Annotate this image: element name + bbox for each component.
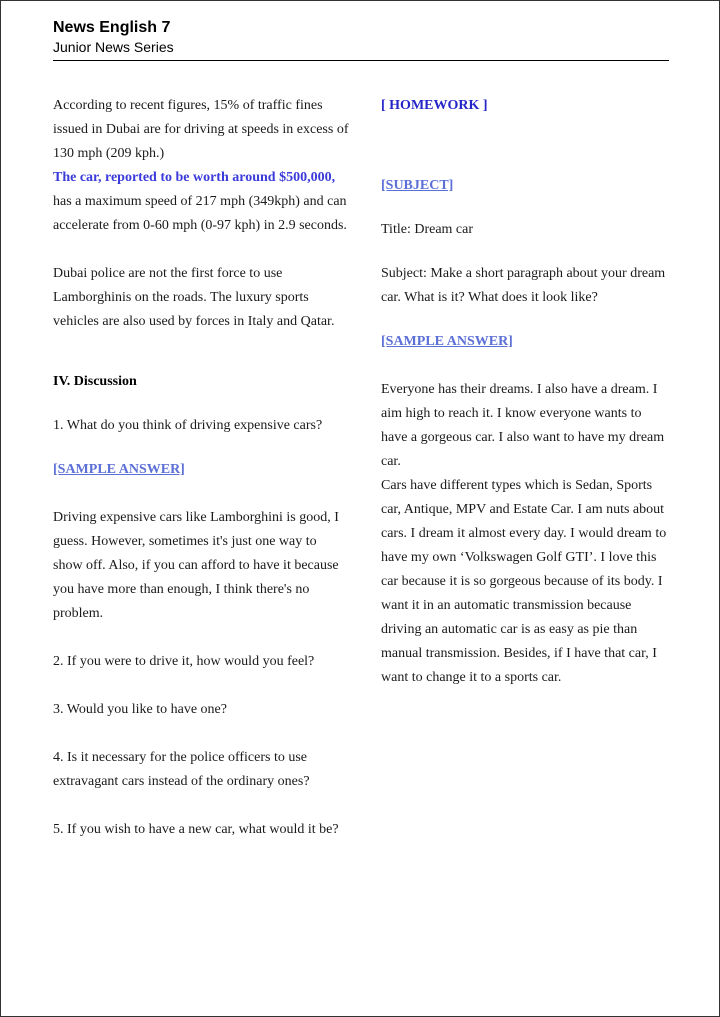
header-title: News English 7: [53, 19, 171, 36]
subject-link[interactable]: [SUBJECT]: [381, 178, 454, 193]
question-1: 1. What do you think of driving expensive cars?: [53, 418, 323, 433]
header-subtitle: Junior News Series: [53, 39, 174, 55]
header-divider: [53, 60, 669, 61]
question-4: 4. Is it necessary for the police officers to use extravagant cars instead of the ordinary ones?: [53, 750, 310, 789]
answer-1: Driving expensive cars like Lamborghini is good, I guess. However, sometimes it's just one way to show off. Also, if you can afford to have it because you have more than enough, I think there's no problem.: [53, 510, 339, 621]
right-column: [381, 94, 671, 690]
discussion-heading: IV. Discussion: [53, 374, 137, 389]
highlighted-text: The car, reported to be worth around $500,000,: [53, 170, 336, 185]
left-column: [53, 94, 349, 842]
sample-answer-link-left[interactable]: [SAMPLE ANSWER]: [53, 462, 185, 477]
paragraph-2-rest: has a maximum speed of 217 mph (349kph) and can accelerate from 0-60 mph (0-97 kph) in 2.9 seconds.: [53, 194, 347, 233]
article-paragraph-3: Dubai police are not the first force to use Lamborghinis on the roads. The luxury sports vehicles are also used by forces in Italy and Qatar.: [53, 266, 335, 329]
article-paragraph-1: According to recent figures, 15% of traffic fines issued in Dubai are for driving at speeds in excess of 130 mph (209 kph.): [53, 98, 349, 161]
homework-answer-paragraph-2: Cars have different types which is Sedan, Sports car, Antique, MPV and Estate Car. I am nuts about cars. I dream it almost every day. I would dream to have my own ‘Volkswagen Golf GTI’. I love this car because it is so gorgeous because of its body. I want it in an automatic transmission because driving an automatic car is as easy as pie than manual transmission. Besides, if I have that car, I want to change it to a sports car.: [381, 478, 667, 685]
homework-subject: Subject: Make a short paragraph about your dream car. What is it? What does it look like?: [381, 266, 666, 305]
question-3: 3. Would you like to have one?: [53, 702, 227, 717]
homework-label: [ HOMEWORK ]: [381, 98, 488, 113]
question-5: 5. If you wish to have a new car, what would it be?: [53, 822, 339, 837]
homework-answer-paragraph-1: Everyone has their dreams. I also have a dream. I aim high to reach it. I know everyone wants to have a gorgeous car. I also want to have my dream car.: [381, 382, 665, 469]
page-header: [53, 18, 669, 56]
homework-title: Title: Dream car: [381, 222, 474, 237]
question-2: 2. If you were to drive it, how would you feel?: [53, 654, 315, 669]
article-paragraph-2: [53, 166, 349, 238]
sample-answer-link-right[interactable]: [SAMPLE ANSWER]: [381, 334, 513, 349]
